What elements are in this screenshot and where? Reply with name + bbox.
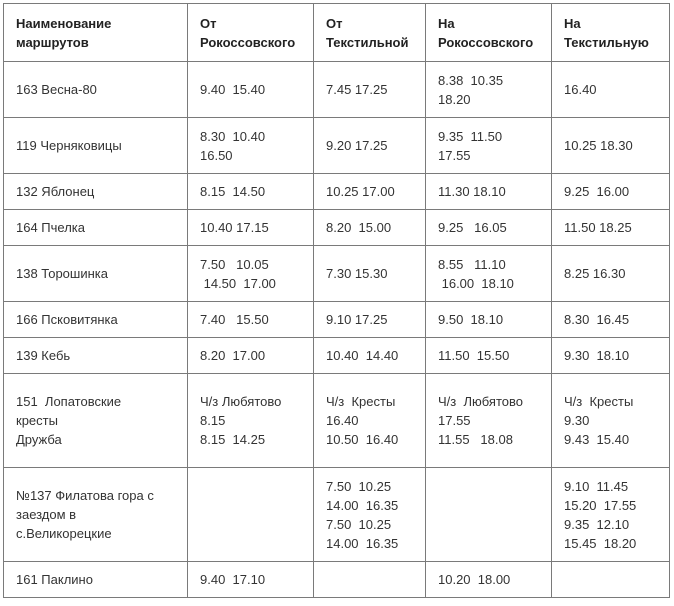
table-row [4, 468, 670, 562]
header-to-tekstilnuyu: На Текстильную [552, 4, 670, 62]
time-cell: 9.30 18.10 [552, 338, 670, 374]
route-name-cell: 161 Паклино [4, 562, 188, 598]
route-name-cell: 151 Лопатовские кресты Дружба [4, 374, 188, 468]
time-cell: 9.40 17.10 [188, 562, 314, 598]
time-cell: 11.50 18.25 [552, 210, 670, 246]
time-cell: 10.20 18.00 [426, 562, 552, 598]
time-cell: 7.40 15.50 [188, 302, 314, 338]
time-cell: 8.25 16.30 [552, 246, 670, 302]
time-cell: 10.40 17.15 [188, 210, 314, 246]
route-name-cell: 139 Кебь [4, 338, 188, 374]
time-cell: 11.30 18.10 [426, 174, 552, 210]
time-cell [188, 468, 314, 562]
time-cell: 7.30 15.30 [314, 246, 426, 302]
table-row [4, 338, 670, 374]
table-row [4, 374, 670, 468]
time-cell: 9.25 16.00 [552, 174, 670, 210]
time-cell: Ч/з Любятово 8.15 8.15 14.25 [188, 374, 314, 468]
table-row [4, 562, 670, 598]
table-row [4, 62, 670, 118]
time-cell: 9.35 11.50 17.55 [426, 118, 552, 174]
time-cell: 8.30 16.45 [552, 302, 670, 338]
time-cell: 8.38 10.35 18.20 [426, 62, 552, 118]
header-from-rokossovskogo: От Рокоссовского [188, 4, 314, 62]
time-cell: 8.20 15.00 [314, 210, 426, 246]
route-name-cell: №137 Филатова гора с заездом в с.Великорецкие [4, 468, 188, 562]
time-cell: 7.50 10.25 14.00 16.35 7.50 10.25 14.00 16.35 [314, 468, 426, 562]
time-cell: Ч/з Любятово 17.55 11.55 18.08 [426, 374, 552, 468]
header-from-tekstilnoy: От Текстильной [314, 4, 426, 62]
time-cell: 8.55 11.10 16.00 18.10 [426, 246, 552, 302]
route-name-cell: 138 Торошинка [4, 246, 188, 302]
time-cell: 9.50 18.10 [426, 302, 552, 338]
time-cell: 9.10 11.45 15.20 17.55 9.35 12.10 15.45 18.20 [552, 468, 670, 562]
header-to-rokossovskogo: На Рокоссовского [426, 4, 552, 62]
time-cell: 9.25 16.05 [426, 210, 552, 246]
time-cell: 9.20 17.25 [314, 118, 426, 174]
time-cell: 10.40 14.40 [314, 338, 426, 374]
time-cell: 8.20 17.00 [188, 338, 314, 374]
table-row [4, 246, 670, 302]
time-cell [426, 468, 552, 562]
time-cell: Ч/з Кресты 9.30 9.43 15.40 [552, 374, 670, 468]
header-route-name: Наименование маршрутов [4, 4, 188, 62]
time-cell: 11.50 15.50 [426, 338, 552, 374]
route-name-cell: 119 Черняковицы [4, 118, 188, 174]
time-cell: 10.25 18.30 [552, 118, 670, 174]
time-cell: 8.30 10.40 16.50 [188, 118, 314, 174]
time-cell [552, 562, 670, 598]
bus-schedule-table [3, 3, 670, 598]
time-cell: Ч/з Кресты 16.40 10.50 16.40 [314, 374, 426, 468]
time-cell: 9.10 17.25 [314, 302, 426, 338]
time-cell: 7.50 10.05 14.50 17.00 [188, 246, 314, 302]
time-cell: 9.40 15.40 [188, 62, 314, 118]
time-cell: 16.40 [552, 62, 670, 118]
header-row [4, 4, 670, 62]
route-name-cell: 132 Яблонец [4, 174, 188, 210]
table-row [4, 118, 670, 174]
time-cell: 8.15 14.50 [188, 174, 314, 210]
table-row [4, 302, 670, 338]
table-row [4, 210, 670, 246]
table-row [4, 174, 670, 210]
time-cell: 10.25 17.00 [314, 174, 426, 210]
time-cell [314, 562, 426, 598]
route-name-cell: 166 Псковитянка [4, 302, 188, 338]
route-name-cell: 163 Весна-80 [4, 62, 188, 118]
time-cell: 7.45 17.25 [314, 62, 426, 118]
route-name-cell: 164 Пчелка [4, 210, 188, 246]
